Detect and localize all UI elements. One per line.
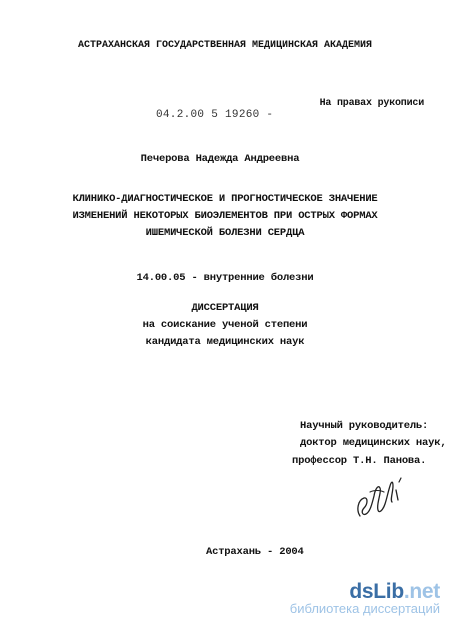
handwritten-signature	[352, 470, 408, 522]
specialty-code: 14.00.05 - внутренние болезни	[136, 272, 314, 284]
city-year: Астрахань - 2004	[206, 546, 304, 558]
archive-stamp-number: 04.2.00 5 19260 -	[156, 109, 274, 121]
watermark-brand-lib: Lib	[373, 580, 404, 603]
watermark-brand-ds: ds	[349, 580, 374, 603]
watermark-brand	[290, 581, 440, 603]
watermark-subtitle: библиотека диссертаций	[289, 601, 440, 616]
degree-line-1: на соискание ученой степени	[142, 319, 308, 331]
degree-line-2: кандидата медицинских наук	[145, 336, 305, 348]
manuscript-rights: На правах рукописи	[319, 98, 424, 109]
title-line-3: ИШЕМИЧЕСКОЙ БОЛЕЗНИ СЕРДЦА	[145, 227, 305, 239]
supervisor-degree: доктор медицинских наук,	[300, 437, 447, 449]
dissertation-label: ДИССЕРТАЦИЯ	[191, 302, 259, 314]
supervisor-label: Научный руководитель:	[300, 420, 429, 432]
watermark-brand-net: .net	[403, 580, 440, 603]
title-line-2: ИЗМЕНЕНИЙ НЕКОТОРЫХ БИОЭЛЕМЕНТОВ ПРИ ОСТРЫХ ФОРМАХ	[72, 210, 378, 222]
supervisor-name: профессор Т.Н. Панова.	[292, 455, 427, 467]
dslib-watermark	[290, 581, 440, 616]
author-name: Печерова Надежда Андреевна	[140, 153, 300, 165]
institution-name: АСТРАХАНСКАЯ ГОСУДАРСТВЕННАЯ МЕДИЦИНСКАЯ АКАДЕМИЯ	[77, 40, 373, 51]
title-line-1: КЛИНИКО-ДИАГНОСТИЧЕСКОЕ И ПРОГНОСТИЧЕСКОЕ ЗНАЧЕНИЕ	[72, 193, 378, 205]
